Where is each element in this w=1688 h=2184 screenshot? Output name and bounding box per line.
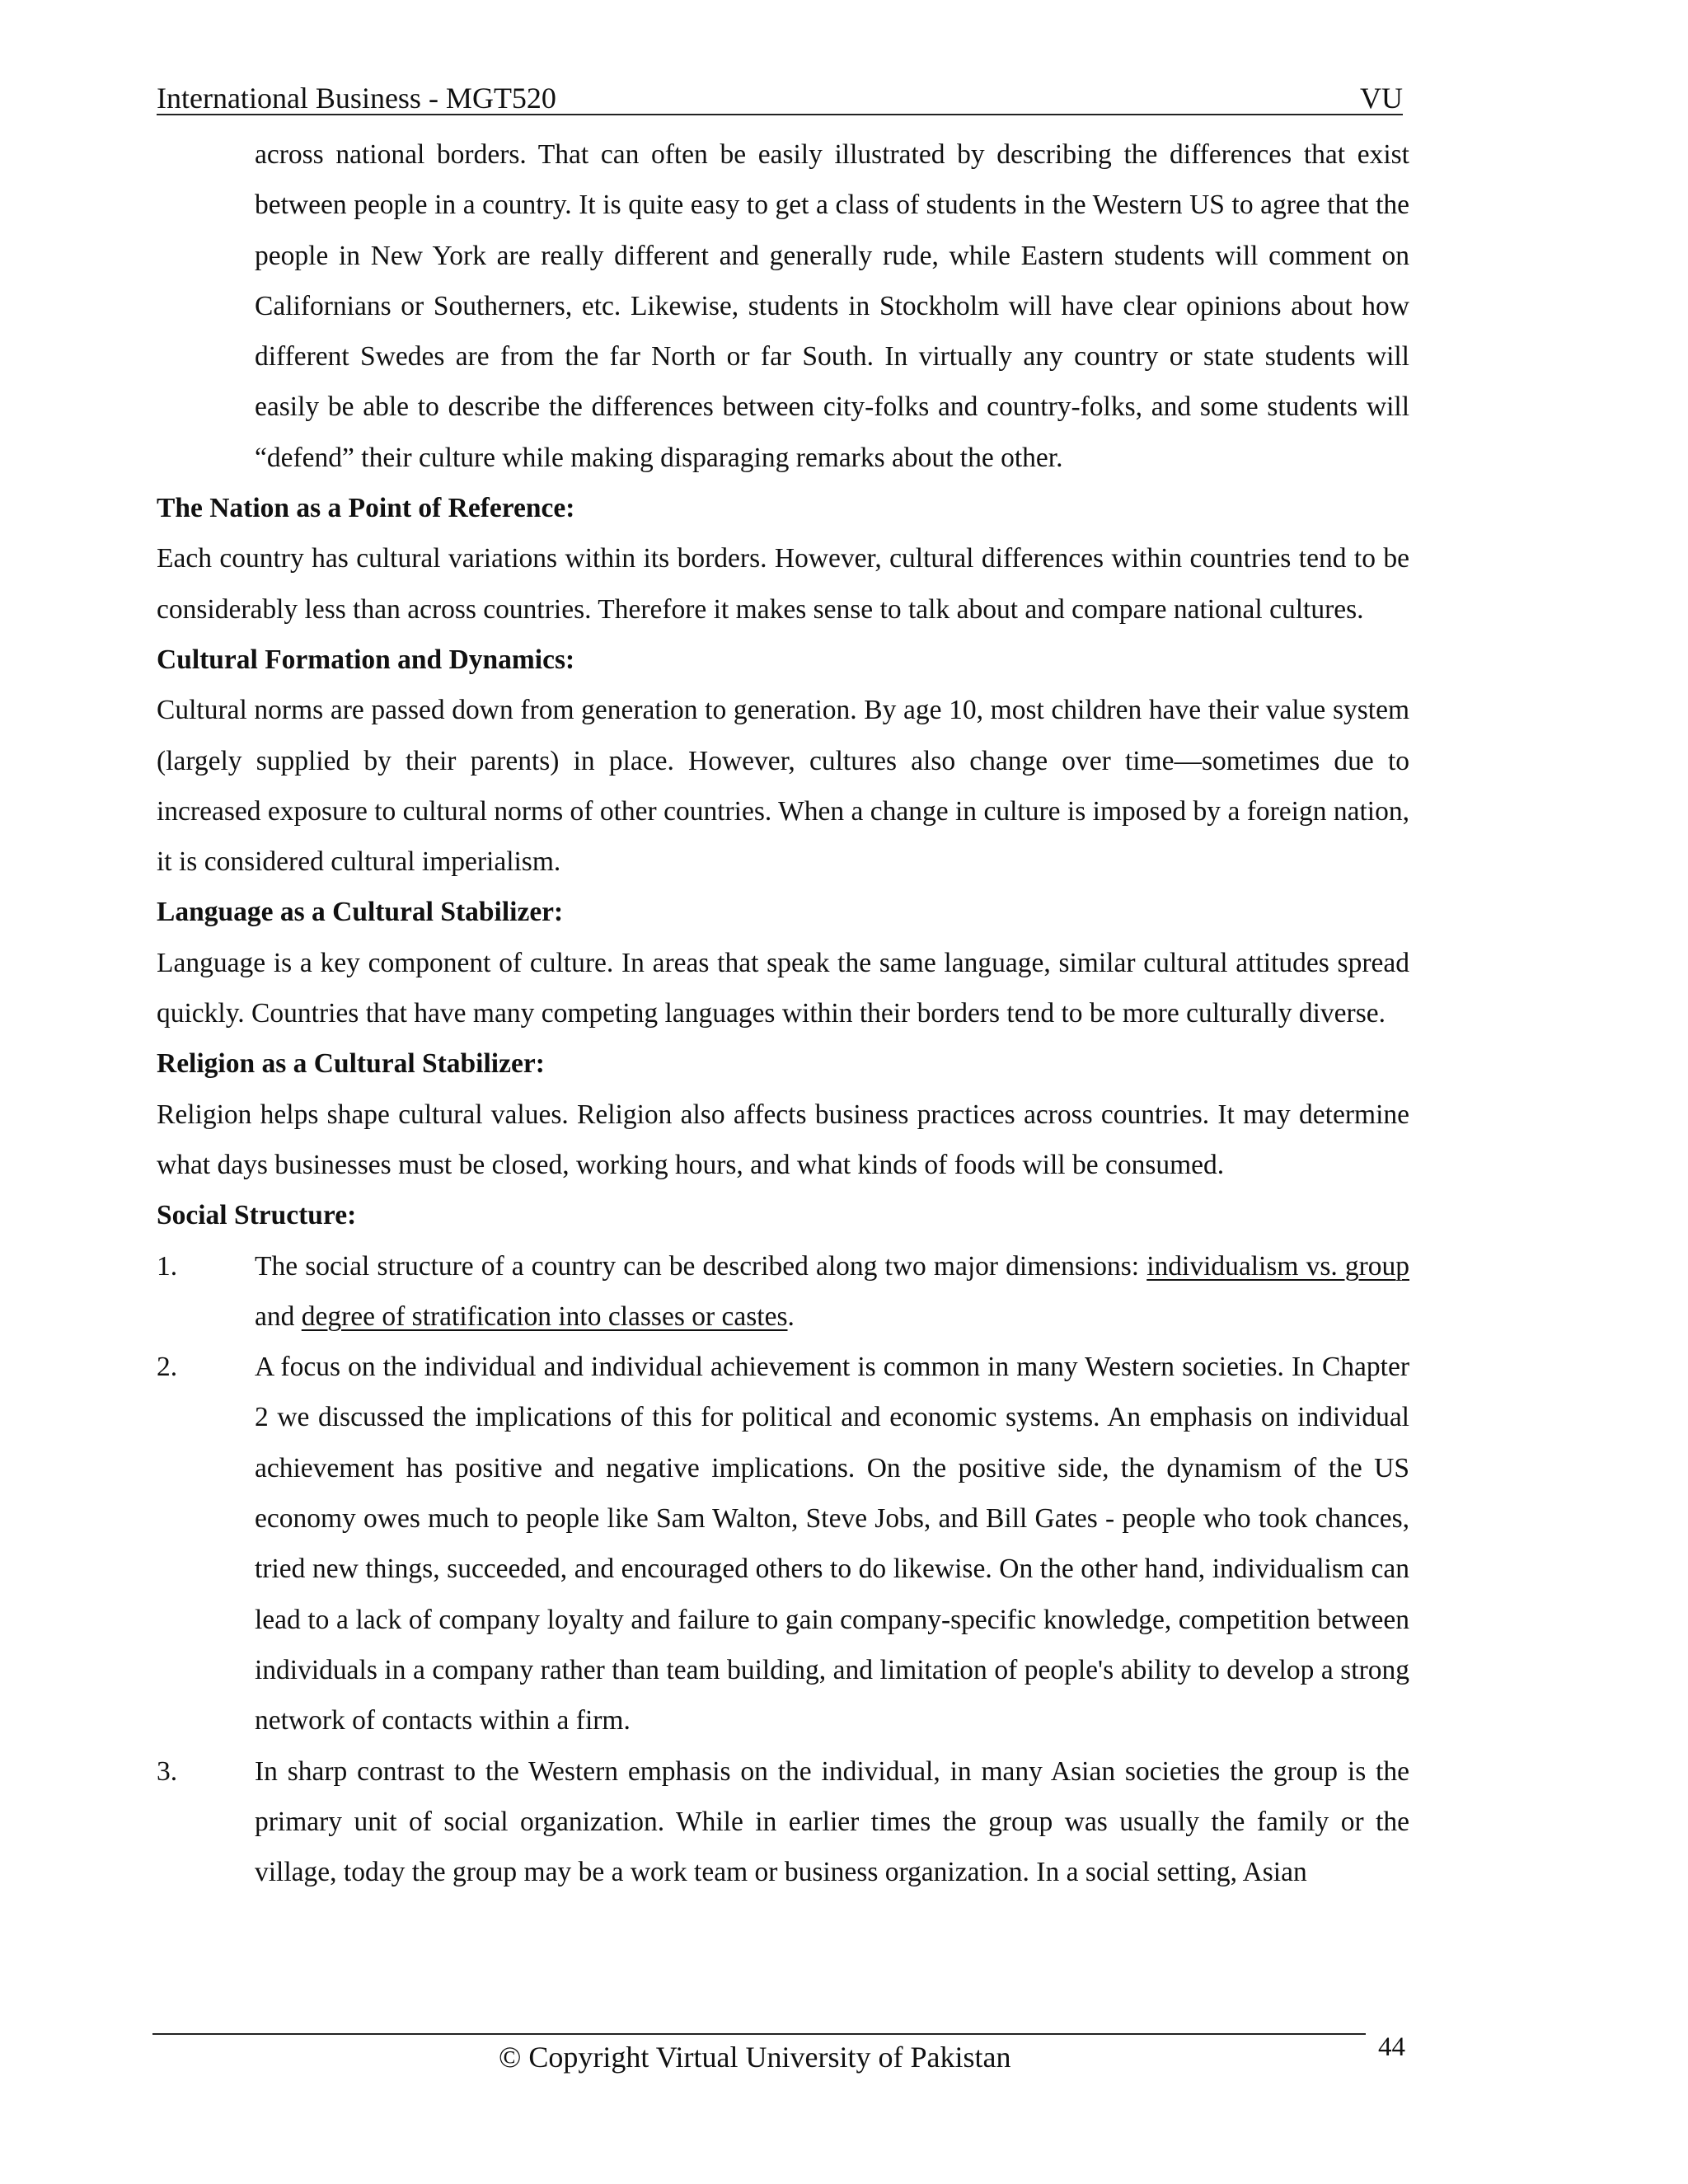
page-header bbox=[157, 76, 1403, 115]
footer-divider bbox=[152, 2033, 1366, 2035]
section-body-cultural-formation: Cultural norms are passed down from generation to generation. By age 10, most children have their value system (largely supplied by their parents) in place. However, cultures also change over time—sometimes due to increased exposure to cultural norms of other countries. When a change in culture is imposed by a foreign nation, it is considered cultural imperialism. bbox=[157, 695, 1409, 878]
list-number: 1. bbox=[157, 1250, 178, 1282]
section-body-religion: Religion helps shape cultural values. Religion also affects business practices across countries. It may determine what days businesses must be closed, working hours, and what kinds of foods will be consumed. bbox=[157, 1099, 1409, 1180]
list-item-text: In sharp contrast to the Western emphasis on the individual, in many Asian societies the group is the primary unit of social organization. While in earlier times the group was usually the family or the village, today the group may be a work team or business organization. In a social setting, Asian bbox=[255, 1755, 1409, 1888]
university-abbreviation: VU bbox=[1360, 82, 1403, 115]
underlined-term-stratification: degree of stratification into classes or castes bbox=[301, 1301, 788, 1332]
page-body bbox=[157, 129, 1409, 1897]
list-number: 3. bbox=[157, 1755, 178, 1787]
list-item-text: The social structure of a country can be described along two major dimensions: bbox=[255, 1250, 1147, 1282]
list-item-text: . bbox=[787, 1301, 795, 1332]
section-heading-cultural-formation: Cultural Formation and Dynamics: bbox=[157, 644, 575, 675]
list-item-text: A focus on the individual and individual achievement is common in many Western societies. In Chapter 2 we discussed the implications of this for political and economic systems. An emphasis on individual achievement has positive and negative implications. On the positive side, the dynamism of the US economy owes much to people like Sam Walton, Steve Jobs, and Bill Gates - people who took chances, tried new things, succeeded, and encouraged others to do likewise. On the other hand, individualism can lead to a lack of company loyalty and failure to gain company-specific knowledge, competition between individuals in a company rather than team building, and limitation of people's ability to develop a strong network of contacts within a firm. bbox=[255, 1352, 1409, 1736]
list-number: 2. bbox=[157, 1352, 178, 1383]
underlined-term-individualism: individualism vs. group bbox=[1146, 1250, 1409, 1282]
section-body-nation: Each country has cultural variations within its borders. However, cultural differences within countries tend to be considerably less than across countries. Therefore it makes sense to talk about and compare national cultures. bbox=[157, 543, 1409, 625]
section-heading-social-structure: Social Structure: bbox=[157, 1200, 357, 1231]
list-item-3 bbox=[157, 1746, 1409, 1898]
page-number: 44 bbox=[1378, 2032, 1405, 2062]
list-item-1 bbox=[157, 1241, 1409, 1343]
footer-copyright: © Copyright Virtual University of Pakistan bbox=[499, 2041, 1011, 2074]
section-heading-religion: Religion as a Cultural Stabilizer: bbox=[157, 1048, 545, 1080]
intro-paragraph: across national borders. That can often be easily illustrated by describing the differences that exist between people in a country. It is quite easy to get a class of students in the Western US to agree that the people in New York are really different and generally rude, while Eastern students will comment on Californians or Southerners, etc. Likewise, students in Stockholm will have clear opinions about how different Swedes are from the far North or far South. In virtually any country or state students will easily be able to describe the differences between city-folks and country-folks, and some students will “defend” their culture while making disparaging remarks about the other. bbox=[255, 139, 1409, 473]
course-title: International Business - MGT520 bbox=[157, 82, 556, 115]
section-body-language: Language is a key component of culture. In areas that speak the same language, similar cultural attitudes spread quickly. Countries that have many competing languages within their borders tend to be more culturally diverse. bbox=[157, 947, 1409, 1029]
list-item-text: and bbox=[255, 1301, 302, 1332]
list-item-2 bbox=[157, 1342, 1409, 1746]
section-heading-language: Language as a Cultural Stabilizer: bbox=[157, 897, 564, 928]
section-heading-nation: The Nation as a Point of Reference: bbox=[157, 493, 575, 524]
